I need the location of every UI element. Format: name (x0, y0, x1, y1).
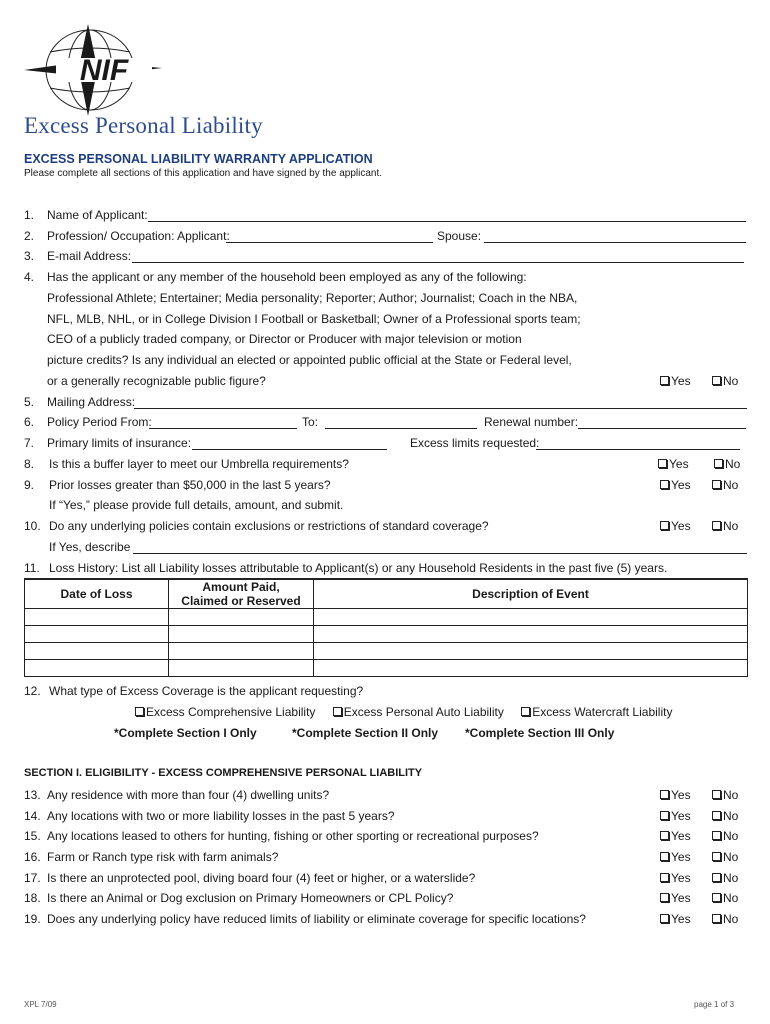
complete-section-3-note: *Complete Section III Only (465, 726, 615, 740)
spouse-label: Spouse: (437, 229, 482, 243)
table-cell[interactable] (314, 626, 748, 643)
checkbox-icon (660, 873, 669, 882)
checkbox-icon (712, 790, 721, 799)
question-label: Policy Period From: (47, 415, 152, 429)
brand-title: Excess Personal Liability (24, 113, 263, 138)
table-row (25, 660, 748, 677)
q10-no-checkbox[interactable]: No (712, 519, 738, 533)
question-number: 11. (24, 561, 40, 575)
checkbox-icon (660, 852, 669, 861)
q16-no-checkbox[interactable]: No (712, 850, 738, 864)
question-label: Name of Applicant: (47, 208, 148, 222)
question-number: 8. (24, 457, 35, 471)
q17-yes-checkbox[interactable]: Yes (660, 871, 691, 885)
checkbox-icon (521, 707, 530, 716)
q8-no-checkbox[interactable]: No (714, 457, 740, 471)
question-number: 7. (24, 436, 35, 450)
question-number: 3. (24, 249, 35, 263)
q4-no-checkbox[interactable]: No (712, 374, 738, 388)
checkbox-icon (660, 914, 669, 923)
q15-yes-checkbox[interactable]: Yes (660, 829, 691, 843)
question-number: 15. (24, 829, 41, 843)
checkbox-icon (714, 459, 723, 468)
section-1-heading: SECTION I. ELIGIBILITY - EXCESS COMPREHENSIVE PERSONAL LIABILITY (24, 767, 423, 779)
policy-from-field[interactable] (149, 417, 297, 429)
question-number: 12. (24, 684, 41, 698)
exclusions-description-field[interactable] (133, 542, 747, 554)
checkbox-icon (712, 811, 721, 820)
q19-yes-checkbox[interactable]: Yes (660, 912, 691, 926)
question-number: 14. (24, 809, 41, 823)
q18-no-checkbox[interactable]: No (712, 891, 738, 905)
question-18 (0, 891, 770, 909)
question-number: 17. (24, 871, 41, 885)
q4-yes-checkbox[interactable]: Yes (660, 374, 691, 388)
question-text-line: NFL, MLB, NHL, or in College Division I Football or Basketball; Owner of a Professional sports team; (47, 312, 581, 326)
checkbox-icon (658, 459, 667, 468)
question-text-line: or a generally recognizable public figure? (47, 374, 266, 388)
question-label: Loss History: List all Liability losses attributable to Applicant(s) or any Household Residents in the past five (5) years. (49, 561, 668, 575)
checkbox-icon (660, 376, 669, 385)
form-code: XPL 7/09 (24, 1000, 57, 1009)
question-followup: If “Yes,” please provide full details, amount, and submit. (49, 498, 344, 512)
question-number: 19. (24, 912, 41, 926)
q8-yes-checkbox[interactable]: Yes (658, 457, 689, 471)
checkbox-icon (660, 521, 669, 530)
question-label: Any locations with two or more liability losses in the past 5 years? (47, 809, 395, 823)
checkbox-icon (135, 707, 144, 716)
question-label: What type of Excess Coverage is the applicant requesting? (49, 684, 364, 698)
q14-no-checkbox[interactable]: No (712, 809, 738, 823)
loss-history-table (24, 578, 748, 677)
question-text-line: picture credits? Is any individual an elected or appointed public official at the State or Federal level, (47, 353, 572, 367)
question-14 (0, 809, 770, 827)
table-cell[interactable] (314, 643, 748, 660)
table-cell[interactable] (169, 626, 314, 643)
nif-logo (22, 22, 162, 117)
complete-section-1-note: *Complete Section I Only (114, 726, 257, 740)
policy-to-label: To: (302, 415, 319, 429)
excess-limits-label: Excess limits requested: (410, 436, 540, 450)
question-number: 6. (24, 415, 35, 429)
mailing-address-field[interactable] (134, 397, 747, 409)
table-cell[interactable] (25, 609, 169, 626)
question-number: 4. (24, 270, 35, 284)
question-number: 10. (24, 519, 41, 533)
question-number: 16. (24, 850, 41, 864)
question-text-line: Professional Athlete; Entertainer; Media personality; Reporter; Author; Journalist; Coach in the NBA, (47, 291, 578, 305)
applicant-name-field[interactable] (148, 210, 746, 222)
q19-no-checkbox[interactable]: No (712, 912, 738, 926)
q14-yes-checkbox[interactable]: Yes (660, 809, 691, 823)
checkbox-icon (333, 707, 342, 716)
question-label: Farm or Ranch type risk with farm animals? (47, 850, 279, 864)
question-number: 18. (24, 891, 41, 905)
question-11 (0, 561, 770, 579)
question-7 (0, 436, 770, 454)
column-header: Amount Paid, Claimed or Reserved (169, 579, 314, 609)
form-heading: EXCESS PERSONAL LIABILITY WARRANTY APPLICATION (24, 152, 373, 166)
email-field[interactable] (132, 251, 744, 263)
question-text-line: CEO of a publicly traded company, or Director or Producer with major television or motion (47, 332, 522, 346)
checkbox-icon (712, 480, 721, 489)
logo-text: NIF (79, 54, 129, 87)
checkbox-icon (712, 873, 721, 882)
table-cell[interactable] (169, 660, 314, 677)
checkbox-icon (660, 893, 669, 902)
question-number: 2. (24, 229, 35, 243)
q13-yes-checkbox[interactable]: Yes (660, 788, 691, 802)
coverage-auto-checkbox[interactable]: Excess Personal Auto Liability (333, 705, 504, 719)
renewal-label: Renewal number: (484, 415, 579, 429)
question-label: Primary limits of insurance: (47, 436, 192, 450)
excess-limits-field[interactable] (536, 438, 740, 450)
checkbox-icon (712, 893, 721, 902)
checkbox-icon (712, 521, 721, 530)
question-1 (0, 208, 770, 226)
question-number: 1. (24, 208, 35, 222)
question-label: Profession/ Occupation: Applicant: (47, 229, 230, 243)
checkbox-icon (712, 831, 721, 840)
question-6 (0, 415, 770, 433)
question-number: 13. (24, 788, 41, 802)
question-10 (0, 519, 770, 537)
table-header-row (25, 579, 748, 609)
question-text-line: Has the applicant or any member of the household been employed as any of the following: (47, 270, 527, 284)
question-19 (0, 912, 770, 930)
table-cell[interactable] (314, 660, 748, 677)
policy-to-field[interactable] (325, 417, 477, 429)
question-followup: If Yes, describe (49, 540, 131, 554)
table-row (25, 643, 748, 660)
table-cell[interactable] (25, 626, 169, 643)
applicant-occupation-field[interactable] (226, 231, 433, 243)
question-label: E-mail Address: (47, 249, 132, 263)
coverage-watercraft-checkbox[interactable]: Excess Watercraft Liability (521, 705, 672, 719)
checkbox-icon (712, 914, 721, 923)
complete-section-2-note: *Complete Section II Only (292, 726, 439, 740)
primary-limits-field[interactable] (192, 438, 387, 450)
question-5 (0, 395, 770, 413)
question-4 (0, 270, 770, 288)
question-label: Do any underlying policies contain exclusions or restrictions of standard coverage? (49, 519, 489, 533)
checkbox-icon (660, 480, 669, 489)
column-header: Date of Loss (25, 579, 169, 609)
table-cell[interactable] (169, 643, 314, 660)
table-cell[interactable] (169, 609, 314, 626)
question-12 (0, 684, 770, 702)
table-row (25, 609, 748, 626)
question-9 (0, 478, 770, 496)
question-number: 5. (24, 395, 35, 409)
question-label: Is there an unprotected pool, diving board four (4) feet or higher, or a waterslide? (47, 871, 476, 885)
question-label: Does any underlying policy have reduced limits of liability or eliminate coverage for specific locations? (47, 912, 586, 926)
checkbox-icon (712, 852, 721, 861)
column-header: Description of Event (314, 579, 748, 609)
question-label: Any locations leased to others for hunting, fishing or other sporting or recreational purposes? (47, 829, 539, 843)
page-number: page 1 of 3 (694, 1000, 735, 1009)
table-cell[interactable] (25, 643, 169, 660)
question-label: Is this a buffer layer to meet our Umbrella requirements? (49, 457, 349, 471)
table-cell[interactable] (314, 609, 748, 626)
question-label: Prior losses greater than $50,000 in the last 5 years? (49, 478, 331, 492)
question-17 (0, 871, 770, 889)
table-row (25, 626, 748, 643)
checkbox-icon (712, 376, 721, 385)
checkbox-icon (660, 811, 669, 820)
question-label: Any residence with more than four (4) dwelling units? (47, 788, 330, 802)
renewal-number-field[interactable] (578, 417, 746, 429)
q17-no-checkbox[interactable]: No (712, 871, 738, 885)
q18-yes-checkbox[interactable]: Yes (660, 891, 691, 905)
q16-yes-checkbox[interactable]: Yes (660, 850, 691, 864)
q13-no-checkbox[interactable]: No (712, 788, 738, 802)
question-3 (0, 249, 770, 267)
question-2 (0, 229, 770, 247)
coverage-options (135, 705, 686, 719)
question-13 (0, 788, 770, 806)
q10-yes-checkbox[interactable]: Yes (660, 519, 691, 533)
question-15 (0, 829, 770, 847)
q15-no-checkbox[interactable]: No (712, 829, 738, 843)
q9-yes-checkbox[interactable]: Yes (660, 478, 691, 492)
checkbox-icon (660, 831, 669, 840)
coverage-comprehensive-checkbox[interactable]: Excess Comprehensive Liability (135, 705, 315, 719)
question-16 (0, 850, 770, 868)
instructions: Please complete all sections of this application and have signed by the applicant. (24, 168, 383, 179)
spouse-occupation-field[interactable] (484, 231, 746, 243)
q9-no-checkbox[interactable]: No (712, 478, 738, 492)
question-number: 9. (24, 478, 35, 492)
question-label: Mailing Address: (47, 395, 136, 409)
question-label: Is there an Animal or Dog exclusion on Primary Homeowners or CPL Policy? (47, 891, 454, 905)
table-cell[interactable] (25, 660, 169, 677)
checkbox-icon (660, 790, 669, 799)
question-8 (0, 457, 770, 475)
